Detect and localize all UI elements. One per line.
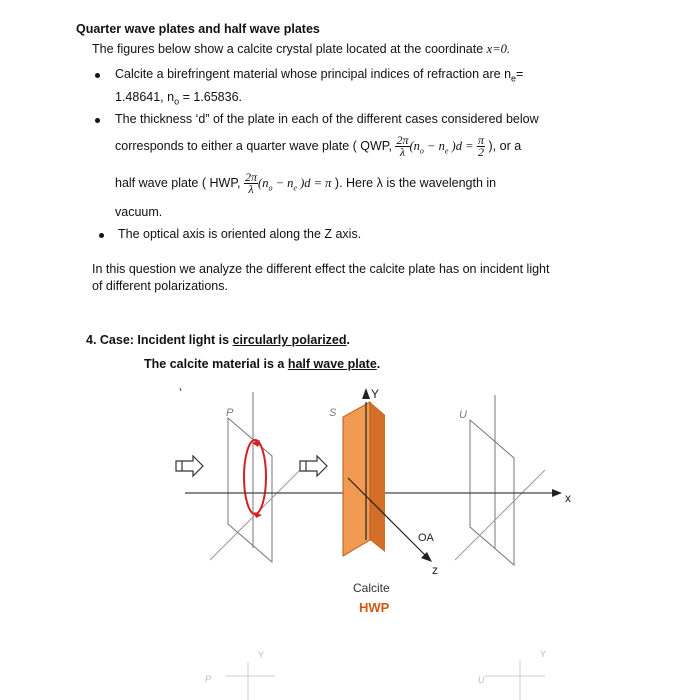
label-s: S: [329, 407, 337, 419]
qwp-fraction: $\frac{2\pi}{\lambda}$: [396, 133, 409, 160]
y-axis-arrow: [362, 388, 370, 399]
qwp-pi-fraction: $\frac{\pi}{2}$: [478, 133, 485, 160]
bullet1-line2: 1.48641, $n_o = 1.65836$.: [115, 90, 243, 107]
section-title: Quarter wave plates and half wave plates: [76, 22, 320, 36]
bullet2-line2: corresponds to either a quarter wave plate ( QWP, $\frac{2\pi}{\lambda}$ ($n_o - n_e$ )d = $\frac{\pi}{2}$ ), or a: [115, 133, 522, 160]
ghost-label-u: U: [478, 675, 485, 685]
light-arrow-icon: [176, 456, 203, 476]
bullet2-line1: The thickness ‘d” of the plate in each of the different cases considered below: [115, 112, 539, 126]
hwp-fraction: $\frac{2\pi}{\lambda}$: [245, 170, 258, 197]
paragraph-line2: of different polarizations.: [92, 279, 228, 293]
bullet2-line3: half wave plate ( HWP, $\frac{2\pi}{\lambda}$ ($n_o - n_e$ )d = π ). Here λ is the wavelength in: [115, 170, 497, 197]
label-calcite: Calcite: [353, 581, 390, 595]
hwp-formula: ($n_o - n_e$ )d = π: [258, 176, 332, 193]
ghost-figure: [225, 660, 545, 700]
label-hwp: HWP: [359, 600, 390, 615]
bullet1-line1: Calcite a birefringent material whose principal indices of refraction are $n_e=$: [115, 67, 524, 84]
case-emphasis: circularly polarized: [232, 333, 347, 347]
paragraph-line1: In this question we analyze the different effect the calcite plate has on incident light: [92, 262, 550, 276]
polarization-ellipse: [244, 440, 266, 514]
label-p: P: [226, 407, 234, 419]
qwp-formula: ($n_o - n_e$ )d =: [409, 139, 474, 156]
label-z: z: [432, 563, 438, 577]
bullet2-line4: vacuum.: [115, 205, 163, 219]
intro-coordinate: x=0.: [486, 42, 511, 56]
label-u: U: [459, 409, 467, 421]
plane-u: [455, 395, 545, 565]
label-x: x: [565, 491, 571, 505]
hwp-heading: The calcite material is a half wave plate.: [144, 357, 381, 371]
label-y: Y: [371, 387, 380, 401]
ghost-label-y2: Y: [540, 649, 547, 659]
stray-mark: [180, 388, 181, 391]
hwp-emphasis: half wave plate: [287, 357, 377, 371]
intro-text: The figures below show a calcite crystal plate located at the coordinate x=0.: [92, 42, 511, 56]
label-oa: OA: [418, 532, 434, 544]
ghost-label-y1: Y: [258, 650, 265, 660]
bullet3-text: The optical axis is oriented along the Z axis.: [118, 227, 362, 241]
plane-p: [210, 392, 300, 562]
case-heading: 4. Case: Incident light is circularly polarized.: [86, 333, 350, 347]
ghost-label-p: P: [205, 674, 212, 684]
z-axis-arrow: [421, 552, 432, 562]
light-arrow-icon: [300, 456, 327, 476]
x-axis-arrow: [552, 489, 562, 497]
